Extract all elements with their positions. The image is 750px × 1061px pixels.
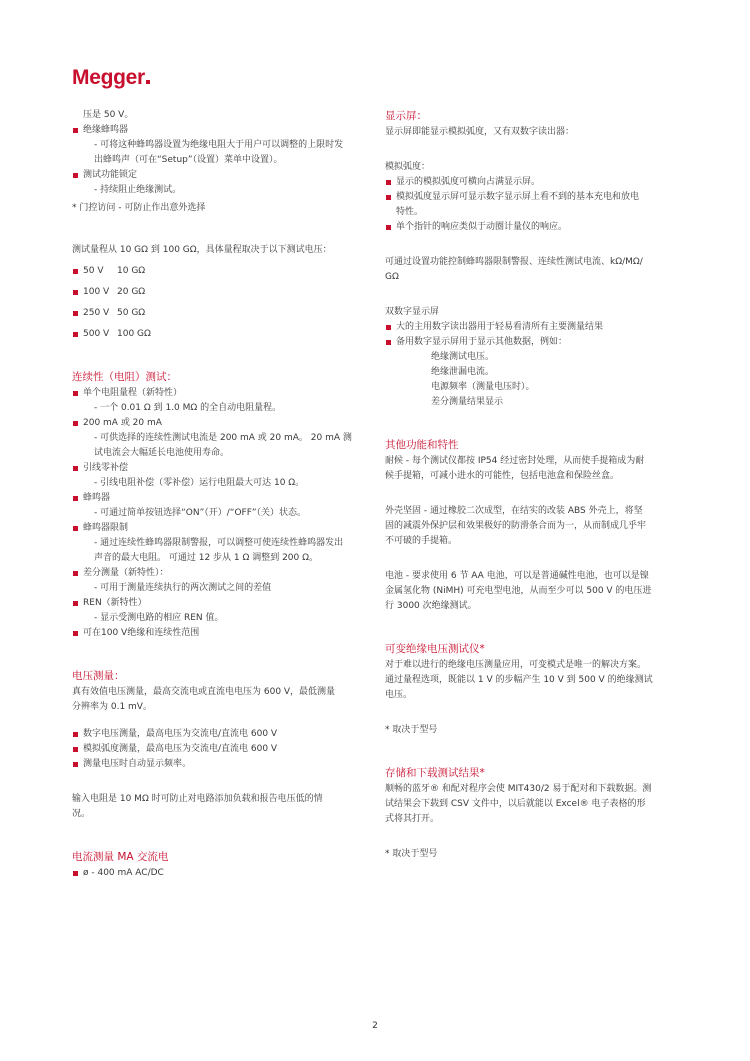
bullet-detail: 出蜂鸣声（可在“Setup”（设置）菜单中设置）。 xyxy=(94,155,283,165)
continuity-item xyxy=(72,596,372,626)
range-voltage: 250 V xyxy=(83,308,110,318)
range-voltage: 50 V xyxy=(83,266,104,276)
bullet-insulation-buzzer xyxy=(72,123,372,168)
page-number: 2 xyxy=(372,1021,378,1031)
battery-text: 金属氢化物 (NiMH) 可充电型电池，从而至少可以 500 V 的电压进 xyxy=(385,586,652,596)
dual-heading: 双数字显示屏 xyxy=(385,307,440,317)
storage-footnote: * 取决于型号 xyxy=(385,849,438,859)
dual-example: 绝缘泄漏电流。 xyxy=(431,367,495,377)
range-value: 50 GΩ xyxy=(117,308,146,318)
bullet-detail: 试电流会大幅延长电池使用寿命。 xyxy=(94,448,230,458)
continuity-item xyxy=(72,416,372,461)
display-heading: 显示屏： xyxy=(385,110,427,122)
variable-footnote: * 取决于型号 xyxy=(385,725,438,735)
bullet-title: 蜂鸣器限制 xyxy=(83,523,129,533)
bullet-title: 引线零补偿 xyxy=(83,463,129,473)
dual-item: 大的主用数字读出器用于轻易看清所有主要测量结果 xyxy=(385,320,685,335)
bullet-test-lock xyxy=(72,168,372,198)
voltage-intro: 真有效值电压测量，最高交流电或直流电电压为 600 V，最低测量 xyxy=(72,687,336,697)
analog-item xyxy=(385,220,685,235)
guard-note: * 门控访问 - 可防止作出意外选择 xyxy=(72,203,206,213)
voltage-heading: 电压测量： xyxy=(72,670,125,682)
storage-text: 顺畅的蓝牙® 和配对程序会使 MIT430/2 易于配对和下载数据。测 xyxy=(385,784,652,794)
buzzer-note: 可通过设置功能控制蜂鸣器限制警报、连续性测试电流、kΩ/MΩ/ xyxy=(385,257,643,267)
other-heading: 其他功能和特性 xyxy=(385,439,459,451)
bullet-title: 蜂鸣器 xyxy=(83,493,111,503)
storage-text: 式将其打开。 xyxy=(385,814,440,824)
dual-item: 备用数字显示屏用于显示其他数据，例如： xyxy=(385,335,685,350)
dual-example: 电源频率（测量电压时）。 xyxy=(431,382,535,392)
continuity-item xyxy=(72,521,372,566)
voltage-item: 模拟弧度测量，最高电压为交流电/直流电 600 V xyxy=(72,742,372,757)
analog-item-text: 显示的模拟弧度可横向占满显示屏。 xyxy=(396,177,541,187)
voltage-item: 数字电压测量，最高电压为交流电/直流电 600 V xyxy=(72,727,372,742)
range-value: 10 GΩ xyxy=(117,266,146,276)
intro-continuation: 压是 50 V。 xyxy=(83,110,134,120)
variable-text: 对于难以进行的绝缘电压测量应用，可变模式是唯一的解决方案。 xyxy=(385,660,647,670)
bullet-title: 绝缘蜂鸣器 xyxy=(83,125,129,135)
bullet-detail: - 引线电阻补偿（零补偿）运行电阻最大可达 10 Ω。 xyxy=(94,478,305,488)
display-intro: 显示屏即能显示模拟弧度，又有双数字读出器： xyxy=(385,127,575,137)
battery-text: 行 3000 次绝缘测试。 xyxy=(385,601,477,611)
case-text: 不可破的手提箱。 xyxy=(385,536,458,546)
bullet-detail: - 可通过简单按钮选择“ON”（开）/“OFF”（关）状态。 xyxy=(94,508,307,518)
range-value: 20 GΩ xyxy=(117,287,146,297)
voltage-note: 输入电阻是 10 MΩ 时可防止对电路添加负载和报告电压低的情 xyxy=(72,794,323,804)
storage-heading: 存储和下载测试结果* xyxy=(385,767,485,779)
voltage-item: 测量电压时自动显示频率。 xyxy=(72,757,372,772)
analog-heading: 模拟弧度： xyxy=(385,162,431,172)
range-item xyxy=(72,306,372,321)
continuity-item xyxy=(72,386,372,416)
bullet-title: 测试功能锁定 xyxy=(83,170,138,180)
left-column xyxy=(72,108,372,881)
logo-dot xyxy=(146,80,150,84)
analog-item-text: 模拟弧度显示屏可显示数字显示屏上看不到的基本充电和放电 xyxy=(396,192,640,202)
range-value: 100 GΩ xyxy=(117,329,151,339)
current-heading: 电流测量 MA 交流电 xyxy=(72,851,169,863)
range-intro: 测试量程从 10 GΩ 到 100 GΩ，具体量程取决于以下测试电压： xyxy=(72,245,332,255)
dual-example: 差分测量结果显示 xyxy=(431,397,504,407)
bullet-detail: - 显示受测电路的相应 REN 值。 xyxy=(94,613,224,623)
bullet-title: 可在100 V绝缘和连续性范围 xyxy=(83,628,200,638)
case-text: 固的减震外保护层和效果极好的防滑条合而为一，从而制成几乎牢 xyxy=(385,521,647,531)
variable-text: 通过量程选项，既能以 1 V 的步幅产生 10 V 到 500 V 的绝缘测试 xyxy=(385,675,653,685)
variable-text: 电压。 xyxy=(385,690,413,700)
right-column xyxy=(385,108,685,862)
analog-item xyxy=(385,190,685,220)
continuity-item xyxy=(72,566,372,596)
bullet-detail: - 持续阻止绝缘测试。 xyxy=(94,185,182,195)
bullet-detail: - 通过连续性蜂鸣器限制警报，可以调整可使连续性蜂鸣器发出 xyxy=(94,538,344,548)
variable-heading: 可变绝缘电压测试仪* xyxy=(385,643,485,655)
range-item xyxy=(72,327,372,342)
bullet-detail: 声音的最大电阻。 可通过 12 步从 1 Ω 调整到 200 Ω。 xyxy=(94,553,318,563)
bullet-detail: - 可将这种蜂鸣器设置为绝缘电阻大于用户可以调整的上限时发 xyxy=(94,140,344,150)
megger-logo xyxy=(72,66,150,90)
analog-item-text: 单个指针的响应类似于动圈计量仪的响应。 xyxy=(396,222,568,232)
voltage-note: 况。 xyxy=(72,809,91,819)
analog-item xyxy=(385,175,685,190)
continuity-heading: 连续性（电阻）测试： xyxy=(72,371,177,383)
case-text: 外壳坚固 - 通过橡胶二次成型，在结实的改装 ABS 外壳上，将坚 xyxy=(385,506,643,516)
bullet-detail: - 一个 0.01 Ω 到 1.0 MΩ 的全自动电阻量程。 xyxy=(94,403,282,413)
bullet-title: REN（新特性） xyxy=(83,598,147,608)
continuity-item xyxy=(72,461,372,491)
bullet-detail: - 可用于测量连续执行的两次测试之间的差值 xyxy=(94,583,272,593)
continuity-item xyxy=(72,626,372,641)
voltage-intro: 分辨率为 0.1 mV。 xyxy=(72,702,152,712)
current-item: ø - 400 mA AC/DC xyxy=(72,866,372,881)
range-voltage: 100 V xyxy=(83,287,110,297)
bullet-title: 单个电阻量程（新特性） xyxy=(83,388,183,398)
battery-text: 电池 - 要求使用 6 节 AA 电池，可以是普通碱性电池，也可以是镍 xyxy=(385,571,649,581)
range-item xyxy=(72,264,372,279)
logo-text: Megger xyxy=(72,66,145,89)
bullet-detail: - 可供选择的连续性测试电流是 200 mA 或 20 mA。 20 mA 测 xyxy=(94,433,352,443)
bullet-title: 差分测量（新特性）： xyxy=(83,568,169,578)
storage-text: 试结果会下载到 CSV 文件中，以后就能以 Excel® 电子表格的形 xyxy=(385,799,646,809)
range-voltage: 500 V xyxy=(83,329,110,339)
bullet-title: 200 mA 或 20 mA xyxy=(83,418,162,428)
durability-text: 候手提箱，可减小进水的可能性，包括电池盒和保险丝盒。 xyxy=(385,471,620,481)
continuity-item xyxy=(72,491,372,521)
range-item xyxy=(72,285,372,300)
analog-item-text: 特性。 xyxy=(396,207,424,217)
buzzer-note: GΩ xyxy=(385,272,399,282)
durability-text: 耐候 - 每个测试仪都按 IP54 经过密封处理，从而使手提箱成为耐 xyxy=(385,456,645,466)
dual-example: 绝缘测试电压。 xyxy=(431,352,495,362)
